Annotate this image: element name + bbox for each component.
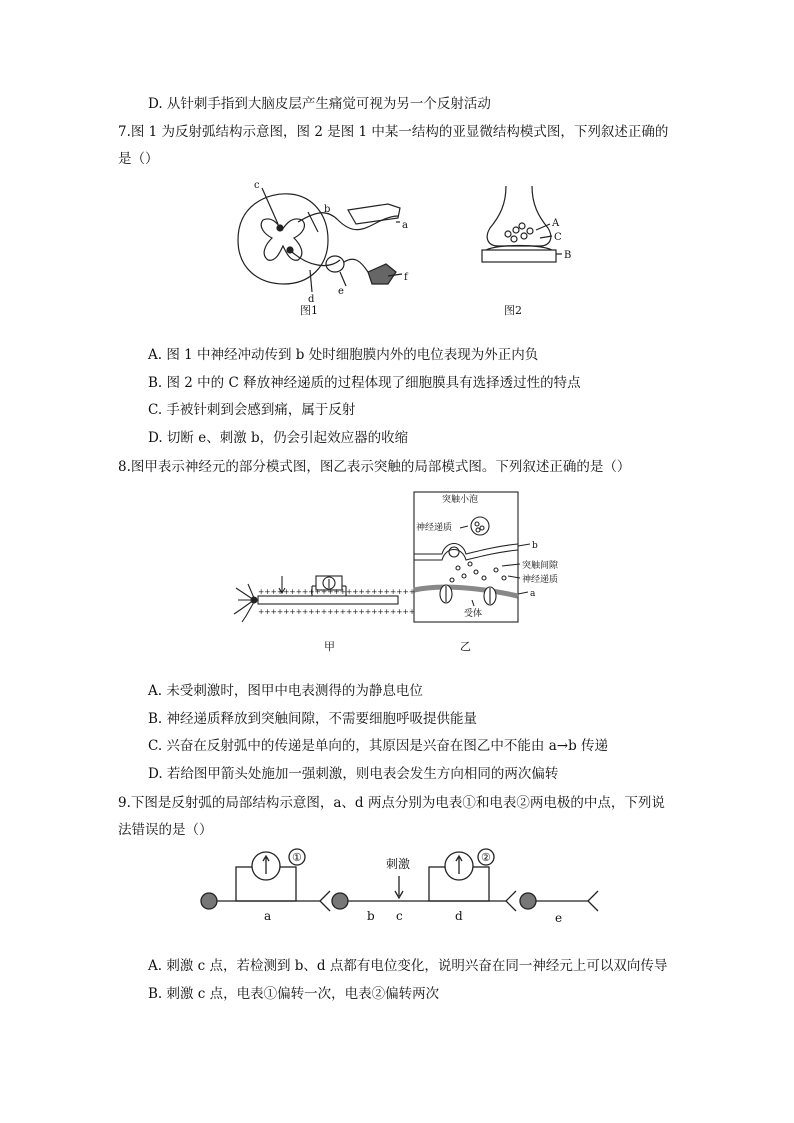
fig1-label-f: f [404, 272, 408, 283]
yi-label-transmitter-right: 神经递质 [522, 575, 559, 585]
meter1-label: ① [292, 851, 302, 864]
fig2-label-B: B [564, 250, 572, 261]
q9-stem-line2: 法错误的是（） [118, 822, 213, 838]
q9-stem-line1: 9.下图是反射弧的局部结构示意图，a、d 两点分别为电表①和电表②两电极的中点，下列说 [118, 795, 665, 811]
yi-label-transmitter-top: 神经递质 [416, 523, 453, 533]
yi-label-receptor: 受体 [464, 609, 483, 619]
q9-option-a: A. 刺激 c 点，若检测到 b、d 点都有电位变化，说明兴奋在同一神经元上可以双向传导 [148, 958, 668, 974]
point-c: c [396, 909, 403, 923]
q7-stem-line2: 是（） [118, 151, 159, 167]
stimulus-label: 刺激 [386, 857, 411, 871]
fig2-label-C: C [554, 232, 562, 243]
q8-option-c: C. 兴奋在反射弧中的传递是单向的，其原因是兴奋在图乙中不能由 a→b 传递 [148, 738, 609, 754]
point-e: e [555, 911, 563, 925]
point-a: a [264, 909, 272, 923]
q7-option-b: B. 图 2 中的 C 释放神经递质的过程体现了细胞膜具有选择透过性的特点 [148, 375, 581, 391]
yi-label-b: b [532, 541, 538, 551]
q8-stem: 8.图甲表示神经元的部分模式图，图乙表示突触的局部模式图。下列叙述正确的是（） [118, 459, 631, 475]
fig1-label-e: e [338, 286, 344, 297]
jia-plus-row-bottom: +++++++++++++++++++++++++ [258, 607, 416, 616]
fig1-label-c: c [254, 180, 260, 191]
q7-stem-line1: 7.图 1 为反射弧结构示意图，图 2 是图 1 中某一结构的亚显微结构模式图，下列叙述正确的 [118, 124, 669, 140]
meter2-label: ② [481, 851, 491, 864]
point-d: d [455, 909, 463, 923]
q6-option-d: D. 从针刺手指到大脑皮层产生痛觉可视为另一个反射活动 [148, 96, 491, 112]
q8-figure-jia-neuron [228, 570, 416, 653]
q9-figure-nerve-meters [196, 846, 600, 926]
yi-label-a: a [530, 589, 536, 599]
fig1-label-b: b [324, 204, 331, 215]
caption-yi: 乙 [460, 640, 471, 653]
fig1-label-a: a [402, 220, 408, 231]
q9-option-b: B. 刺激 c 点，电表①偏转一次，电表②偏转两次 [148, 986, 440, 1002]
point-b: b [367, 909, 375, 923]
q8-option-b: B. 神经递质释放到突触间隙，不需要细胞呼吸提供能量 [148, 711, 478, 727]
q7-option-c: C. 手被针刺到会感到痛，属于反射 [148, 402, 356, 418]
caption-jia: 甲 [324, 640, 335, 653]
q7-option-d: D. 切断 e、刺激 b，仍会引起效应器的收缩 [148, 430, 409, 446]
jia-plus-row-top: +++++++++++++++++++++++++ [258, 587, 416, 596]
yi-label-cleft: 突触间隙 [522, 561, 559, 571]
fig1-caption: 图1 [300, 304, 318, 317]
q7-option-a: A. 图 1 中神经冲动传到 b 处时细胞膜内外的电位表现为外正内负 [148, 347, 539, 363]
q7-figure2-synapse [478, 186, 588, 316]
q7-figure1-reflex-arc [228, 180, 428, 320]
q8-figure-yi-synapse [412, 492, 582, 656]
q8-option-d: D. 若给图甲箭头处施加一强刺激，则电表会发生方向相同的两次偏转 [148, 766, 559, 782]
fig2-label-A: A [552, 218, 560, 229]
fig1-label-d: d [308, 294, 315, 305]
yi-label-vesicle: 突触小泡 [442, 495, 479, 505]
fig2-caption: 图2 [504, 304, 522, 317]
q8-option-a: A. 未受刺激时，图甲中电表测得的为静息电位 [148, 683, 423, 699]
